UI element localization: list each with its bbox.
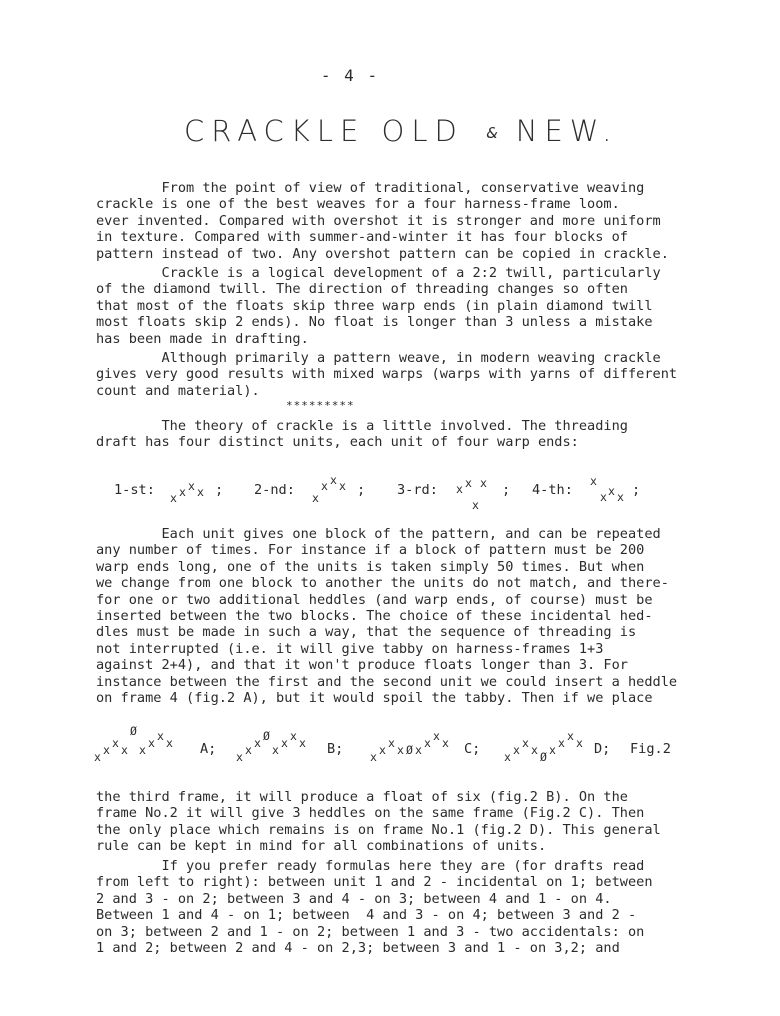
paragraph-incidental-heddles: Each unit gives one block of the pattern, and can be repeated any number of times. For instance if a block of pattern must be 200 warp ends long, one of the units is taken simply 50 times. But when we change from one block to another the units do not match, and there- for one or two additional heddles (and warp ends, of course) must be inserted between the two blocks. The choice of these incidental hed- dles must be made in such a way, that the sequence of threading is not interrupted (i.e. it will give tabby on harness-frames 1+3 against 2+4), and that it won't produce floats longer than 3. For instance between the first and the second unit we could insert a heddle on frame 4 (fig.2 A), but it would spoil the tabby. Then if we place [96, 526, 678, 707]
draft-mark: x [281, 736, 288, 750]
draft-mark: x [617, 490, 624, 504]
fig2-caption: Fig.2 [630, 741, 671, 757]
draft-mark: x [531, 743, 538, 757]
draft-mark: x [290, 729, 297, 743]
unit-3-label: 3-rd: [397, 482, 438, 498]
added-heddle: Ø [540, 750, 547, 764]
draft-mark: x [567, 729, 574, 743]
unit-4-label: 4-th: [532, 482, 573, 498]
unit-separator: ; [357, 482, 366, 498]
draft-mark: x [558, 736, 565, 750]
unit-separator: ; [502, 482, 511, 498]
draft-mark: x [600, 490, 607, 504]
draft-mark: x [103, 743, 110, 757]
added-heddle: Ø [130, 724, 137, 738]
draft-mark: x [197, 485, 204, 499]
draft-mark: x [188, 479, 195, 493]
unit-separator: ; [215, 482, 224, 498]
draft-mark: x [179, 485, 186, 499]
draft-mark: x [433, 729, 440, 743]
draft-mark: x [415, 743, 422, 757]
draft-mark: x [465, 476, 472, 490]
draft-mark: x [254, 736, 261, 750]
section-divider-stars: ********* [286, 399, 355, 412]
draft-mark: x [576, 736, 583, 750]
draft-mark: x [608, 484, 615, 498]
draft-mark: x [397, 743, 404, 757]
draft-mark: x [312, 491, 319, 505]
draft-mark: x [236, 750, 243, 764]
draft-mark: x [94, 750, 101, 764]
draft-mark: x [157, 729, 164, 743]
paragraph-mixed-warps: Although primarily a pattern weave, in modern weaving crackle gives very good results with mixed warps (warps with yarns of different count and material). [96, 350, 678, 399]
draft-mark: x [139, 743, 146, 757]
draft-mark: x [504, 750, 511, 764]
fig2-label-b: B; [327, 741, 344, 757]
title-ampersand: & [486, 124, 498, 142]
paragraph-third-frame: the third frame, it will produce a float of six (fig.2 B). On the frame No.2 it will give 3 heddles on the same frame (Fig.2 C). Then the only place which remains is on frame No.1 (fig.2 D). This general rule can be kept in mind for all combinations of units. [96, 789, 661, 855]
draft-mark: x [590, 474, 597, 488]
fig2-label-d: D; [594, 741, 611, 757]
page-title [184, 114, 618, 148]
unit-2-label: 2-nd: [254, 482, 295, 498]
added-heddle: Ø [406, 743, 413, 757]
draft-mark: x [321, 479, 328, 493]
draft-mark: x [549, 743, 556, 757]
draft-mark: x [166, 736, 173, 750]
unit-1-label: 1-st: [114, 482, 155, 498]
paragraph-formulas: If you prefer ready formulas here they are (for drafts read from left to right): between unit 1 and 2 - incidental on 1; between 2 and 3 - on 2; between 3 and 4 - on 3; between 4 and 1 - on 4. Between 1 and 4 - on 1; between 4 and 3 - on 4; between 3 and 2 - on 3; between 2 and 1 - on 2; between 1 and 3 - two accidentals: on 1 and 2; between 2 and 4 - on 2,3; between 3 and 1 - on 3,2; and [96, 858, 653, 957]
draft-mark: x [121, 743, 128, 757]
draft-mark: x [148, 736, 155, 750]
unit-drafts [114, 474, 674, 514]
draft-mark: x [480, 476, 487, 490]
page-number: - 4 - [320, 66, 380, 85]
fig2-label-a: A; [200, 741, 217, 757]
draft-mark: x [379, 743, 386, 757]
draft-mark: x [472, 498, 479, 512]
draft-mark: x [388, 736, 395, 750]
draft-mark: x [424, 736, 431, 750]
fig2-label-c: C; [464, 741, 481, 757]
draft-mark: x [112, 736, 119, 750]
paragraph-twill: Crackle is a logical development of a 2:2 twill, particularly of the diamond twill. The direction of threading changes so often that most of the floats skip three warp ends (in plain diamond twill most floats skip 2 ends). No float is longer than 3 unless a mistake has been made in drafting. [96, 265, 661, 347]
title-left: CRACKLE OLD [184, 114, 464, 148]
draft-mark: x [170, 491, 177, 505]
draft-mark: x [456, 482, 463, 496]
draft-mark: x [272, 743, 279, 757]
draft-mark: x [370, 750, 377, 764]
draft-mark: x [513, 743, 520, 757]
draft-mark: x [442, 736, 449, 750]
paragraph-theory: The theory of crackle is a little involved. The threading draft has four distinct units, each unit of four warp ends: [96, 418, 628, 451]
unit-separator: ; [632, 482, 641, 498]
figure-2 [94, 720, 714, 766]
added-heddle: Ø [263, 729, 270, 743]
draft-mark: x [522, 736, 529, 750]
draft-mark: x [339, 479, 346, 493]
draft-mark: x [299, 736, 306, 750]
draft-mark: x [330, 473, 337, 487]
draft-mark: x [245, 743, 252, 757]
title-right: NEW. [515, 114, 619, 148]
paragraph-intro: From the point of view of traditional, conservative weaving crackle is one of the best weaves for a four harness-frame loom. ever invented. Compared with overshot it is stronger and more uniform in texture. Compared with summer-and-winter it has four blocks of pattern instead of two. Any overshot pattern can be copied in crackle. [96, 180, 669, 262]
